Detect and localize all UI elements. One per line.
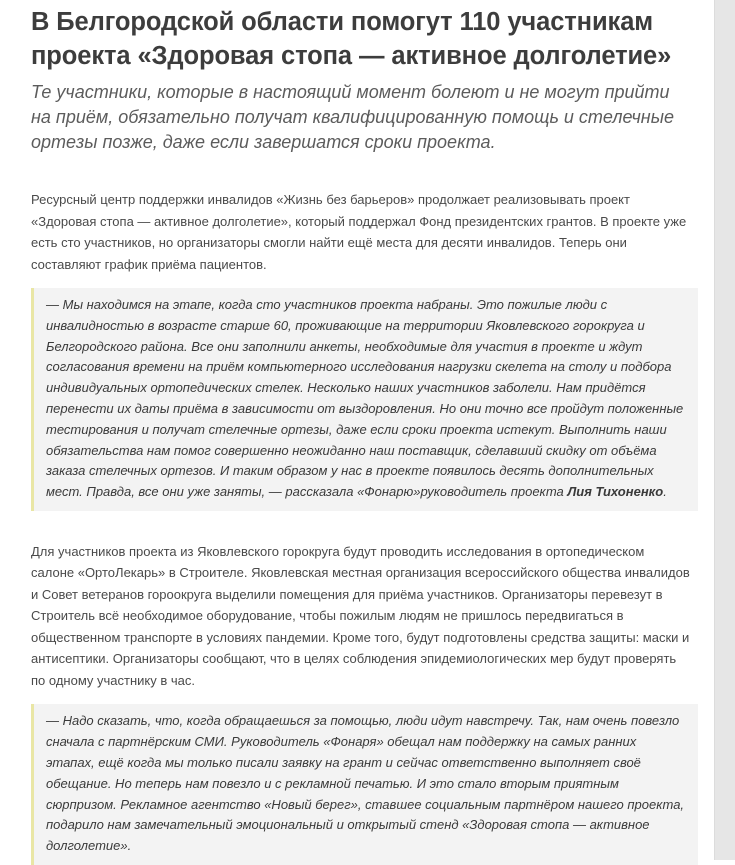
- article-lead: Те участники, которые в настоящий момент болеют и не могут прийти на приём, обязательно получат квалифицированную помощь и стелечные ортезы позже, даже если завершатся сроки проекта.: [31, 82, 674, 152]
- article: [31, 0, 691, 865]
- article-title: В Белгородской области помогут 110 участникам проекта «Здоровая стопа — активное долголетие»: [31, 8, 672, 70]
- quote-block-1: [31, 288, 698, 511]
- quote-1-text: — Мы находимся на этапе, когда сто участников проекта набраны. Это пожилые люди с инвалидностью в возрасте старше 60, проживающие на территории Яковлевского горокруга и Белгородского района. Все они заполнили анкеты, необходимые для участия в проекте и ждут согласования времени на приём компьютерного исследования нагрузки скелета на столу и подбора индивидуальных ортопедических стелек. Несколько наших участников заболели. Нам придётся перенести их даты приёма в зависимости от выздоровления. Но они точно все пройдут положенные тестирования и получат стелечные ортезы, даже если сроки проекта истекут. Выполнить наши обязательства нам помог совершенно неожиданно наш поставщик, сделавший скидку от объёма заказа стелечных ортезов. И таким образом у нас в проекте появилось десять дополнительных мест. Правда, все они уже заняты, — рассказала «Фонарю»руководитель проекта: [46, 297, 684, 500]
- article-paragraph-2: Для участников проекта из Яковлевского горокруга будут проводить исследования в ортопедическом салоне «ОртоЛекарь» в Строителе. Яковлевская местная организация всероссийского общества инвалидов и Совет ветеранов гороокруга выделили помещения для приёма участников. Организаторы перевезут в Строитель всё необходимое оборудование, чтобы пожилым людям не пришлось передвигаться в общественном транспорте в условиях пандемии. Кроме того, будут подготовлены средства защиты: маски и антисептики. Организаторы сообщают, что в целях соблюдения эпидемиологических мер будут проверять по одному участнику в час.: [31, 543, 690, 688]
- quote-1-end: .: [663, 484, 667, 500]
- article-paragraph-1: Ресурсный центр поддержки инвалидов «Жизнь без барьеров» продолжает реализовывать проект «Здоровая стопа — активное долголетие», который поддержал Фонд президентских грантов. В проекте уже есть сто участников, но организаторы смогли найти ещё места для десяти инвалидов. Теперь они составляют график приёма пациентов.: [31, 192, 687, 272]
- quote-1-author: Лия Тихоненко: [567, 484, 664, 500]
- quote-2-text: — Надо сказать, что, когда обращаешься за помощью, люди идут навстречу. Так, нам очень повезло сначала с партнёрским СМИ. Руководитель «Фонаря» обещал нам поддержку на самых ранних этапах, ещё когда мы только писали заявку на грант и сейчас ответственно выполняет своё обещание. Но теперь нам повезло и с рекламной печатью. И это стало вторым приятным сюрпризом. Рекламное агентство «Новый берег», ставшее социальным партнёром нашего проекта, подарило нам замечательный эмоциональный и открытый стенд «Здоровая стопа — активное долголетие».: [46, 713, 685, 854]
- page-side-strip: [714, 0, 735, 860]
- quote-block-2: [31, 704, 698, 865]
